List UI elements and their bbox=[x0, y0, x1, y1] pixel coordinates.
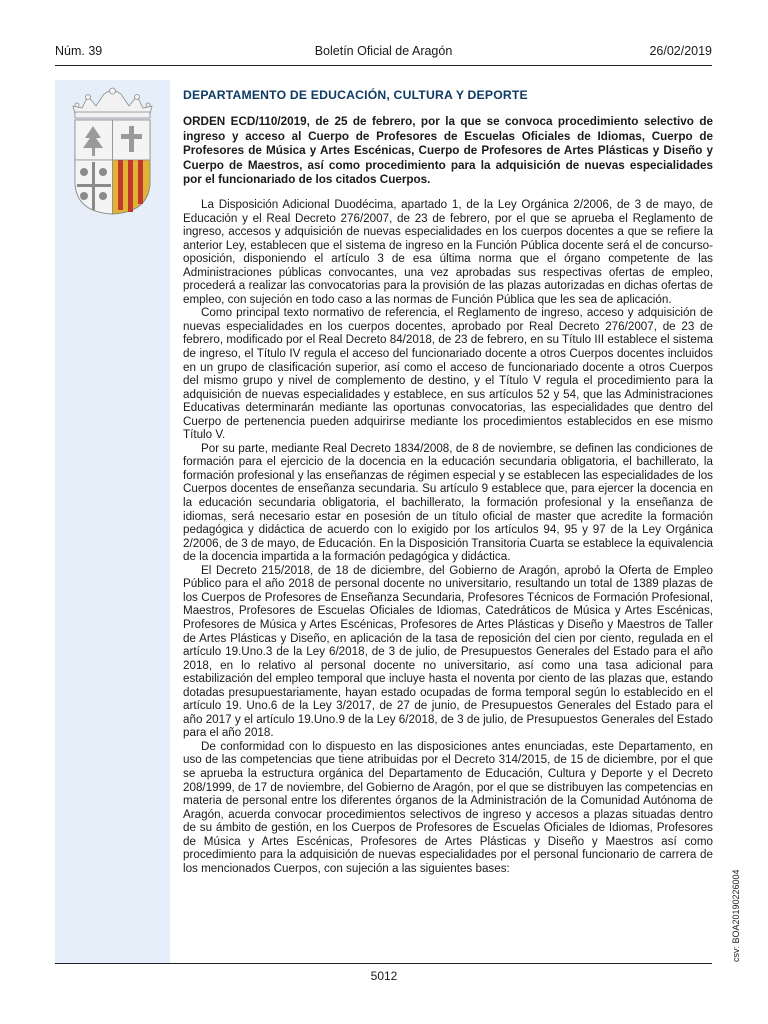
coat-of-arms-icon bbox=[65, 86, 160, 216]
paragraph: El Decreto 215/2018, de 18 de diciembre, del Gobierno de Aragón, aprobó la Oferta de Empleo Público para el año 2018 de personal docente no universitario, resultando un total de 1389 plazas de los Cuerpos de Profesores de Enseñanza Secundaria, Profesores Técnicos de Formación Profesional, Maestros, Profesores de Escuelas Oficiales de Idiomas, Catedráticos de Música y Artes Escénicas, Profesores de Música y Artes Escénicas, Profesores de Artes Plásticas y Diseño y Maestros de Taller de Artes Plásticas y Diseño, en aplicación de la tasa de reposición del cien por ciento, regulada en el artículo 19.Uno.3 de la Ley 6/2018, de 3 de julio, de Presupuestos Generales del Estado para el año 2018, en lo relativo al personal docente no universitario, así como una tasa adicional para estabilización del empleo temporal que incluye hasta el noventa por ciento de las plazas que, estando dotadas presupuestariamente, hayan estado ocupadas de forma temporal según lo establecido en el artículo 19. Uno.6 de la Ley 3/2017, de 27 de junio, de Presupuestos Generales del Estado para el año 2017 y el artículo 19.Uno.9 de la Ley 6/2018, de 3 de julio, de Presupuestos Generales del Estado para el año 2018. bbox=[183, 563, 713, 740]
csv-code: csv: BOA20190226004 bbox=[731, 869, 741, 962]
page-number: 5012 bbox=[370, 969, 398, 983]
publication-date: 26/02/2019 bbox=[649, 44, 712, 58]
footer-rule bbox=[55, 963, 712, 964]
body-text bbox=[183, 198, 713, 875]
header-rule bbox=[55, 65, 712, 66]
paragraph: Por su parte, mediante Real Decreto 1834/2008, de 8 de noviembre, se definen las condiciones de formación para el ejercicio de la docencia en la educación secundaria obligatoria, el bachillerato, la formación profesional y las enseñanzas de régimen especial y se establecen las especialidades de los Cuerpos docentes de enseñanza secundaria. Su artículo 9 establece que, para ejercer la docencia en la educación secundaria obligatoria, el bachillerato, la formación profesional y la enseñanza de idiomas, será necesario estar en posesión de un título oficial de master que acredite la formación pedagógica y didáctica de acuerdo con lo exigido por los artículos 94, 95 y 97 de la Ley Orgánica 2/2006, de 3 de mayo, de Educación. En la Disposición Transitoria Cuarta se establece la equivalencia de la docencia impartida a la formación pedagógica y didáctica. bbox=[183, 441, 713, 564]
order-title: ORDEN ECD/110/2019, de 25 de febrero, por la que se convoca procedimiento selectivo de ingreso y acceso al Cuerpo de Profesores de Escuelas Oficiales de Idiomas, Cuerpo de Profesores de Música y Artes Escénicas, Cuerpo de Profesores de Artes Plásticas y Diseño y Cuerpo de Maestros, así como procedimiento para la adquisición de nuevas especialidades por el funcionariado de los citados Cuerpos. bbox=[183, 115, 713, 187]
paragraph: La Disposición Adicional Duodécima, apartado 1, de la Ley Orgánica 2/2006, de 3 de mayo, de Educación y el Real Decreto 276/2007, de 23 de febrero, por el que se aprueba el Reglamento de ingreso, accesos y adquisición de nuevas especialidades en los cuerpos docentes a que se refiere la anterior Ley, establecen que el sistema de ingreso en la Función Pública docente será el de concurso-oposición, disponiendo el artículo 3 de esa última norma que el órgano competente de las Administraciones públicas convocantes, una vez aprobadas sus respectivas ofertas de empleo, procederá a realizar las convocatorias para la provisión de las plazas autorizadas en dichas ofertas de empleo, con sujeción en todo caso a las normas de Función Pública que les sea de aplicación. bbox=[183, 198, 713, 306]
paragraph: De conformidad con lo dispuesto en las disposiciones antes enunciadas, este Departamento, en uso de las competencias que tiene atribuidas por el Decreto 314/2015, de 15 de diciembre, por el que se aprueba la estructura orgánica del Departamento de Educación, Cultura y Deporte y el Decreto 208/1999, de 17 de noviembre, del Gobierno de Aragón, por el que se distribuyen las competencias en materia de personal entre los diferentes órganos de la Administración de la Comunidad Autónoma de Aragón, acuerda convocar procedimientos selectivos de ingreso y accesos a plazas situadas dentro de su ámbito de gestión, en los Cuerpos de Profesores de Escuelas Oficiales de Idiomas, Profesores de Música y Artes Escénicas, Profesores de Artes Plásticas y Diseño y Maestros así como procedimiento para la adquisición de nuevas especialidades por el personal funcionario de carrera de los mencionados Cuerpos, con sujeción a las siguientes bases: bbox=[183, 739, 714, 875]
department-heading: DEPARTAMENTO DE EDUCACIÓN, CULTURA Y DEPORTE bbox=[183, 88, 528, 102]
page-header bbox=[55, 44, 712, 60]
publication-name: Boletín Oficial de Aragón bbox=[314, 44, 453, 58]
paragraph: Como principal texto normativo de referencia, el Reglamento de ingreso, acceso y adquisición de nuevas especialidades en los cuerpos docentes, aprobado por Real Decreto 276/2007, de 23 de febrero, modificado por el Real Decreto 84/2018, de 23 de febrero, en su Título III establece el sistema de ingreso, el Título IV regula el acceso del funcionariado docente a otros Cuerpos docentes incluidos en un grupo de clasificación superior, así como el acceso de funcionariado docente a otros Cuerpos del mismo grupo y nivel de complemento de destino, y el Título V regula el procedimiento para la adquisición de nuevas especialidades y establece, en sus artículos 52 y 54, que las Administraciones Educativas determinarán mediante las oportunas convocatorias, las especialidades que dentro del Cuerpo de pertenencia pueden adquirirse mediante los procedimientos establecidos en ese mismo Título V. bbox=[183, 306, 713, 442]
issue-number: Núm. 39 bbox=[55, 44, 103, 58]
